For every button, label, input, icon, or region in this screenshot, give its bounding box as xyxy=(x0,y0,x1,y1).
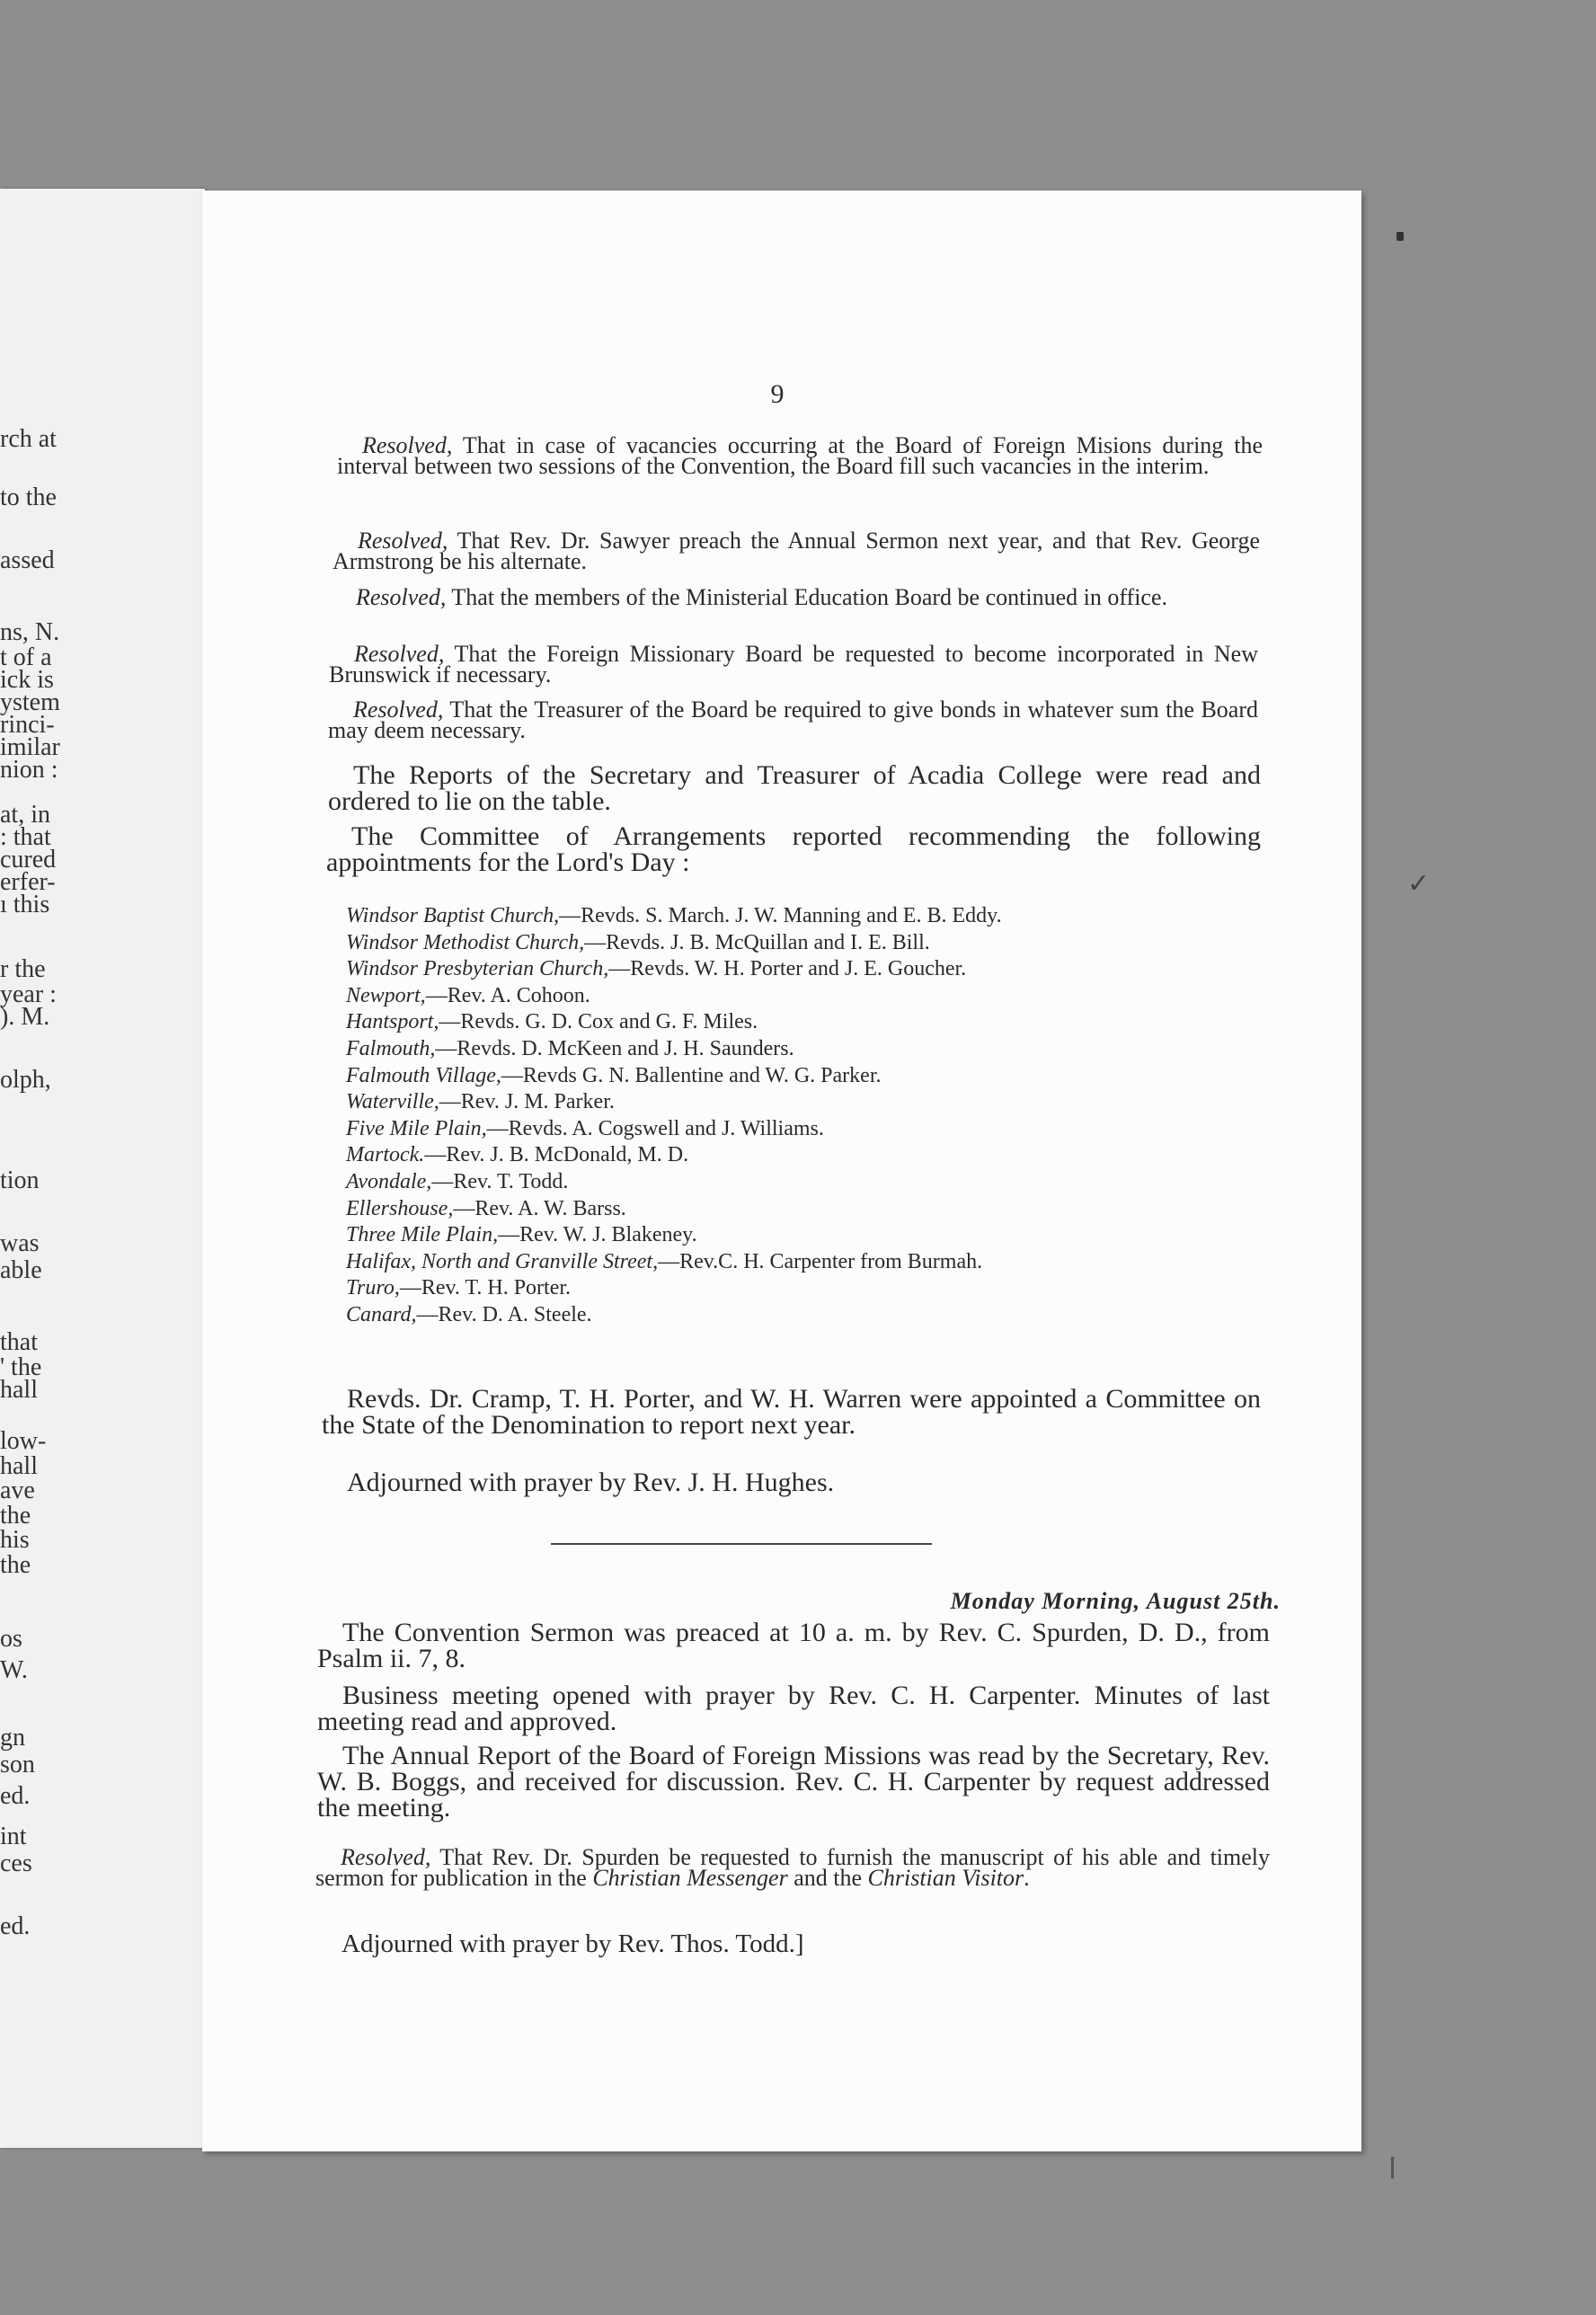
facing-page-text-fragment: that xyxy=(0,1328,38,1356)
facing-page-text-fragment: was xyxy=(0,1229,40,1257)
facing-page-text-fragment: t of a xyxy=(0,643,52,671)
appointment-place: Martock. xyxy=(346,1143,425,1167)
appointment-place: Ellershouse, xyxy=(346,1196,454,1220)
appointment-place: Newport, xyxy=(346,983,426,1007)
appointment-item xyxy=(346,1169,1263,1196)
facing-page-text-fragment: gn xyxy=(0,1724,25,1752)
appointment-place: Truro, xyxy=(346,1276,400,1300)
facing-page-text-fragment: ystem xyxy=(0,688,60,716)
state-committee-paragraph: Revds. Dr. Cramp, T. H. Porter, and W. H. Warren were appointed a Committee on the State of the Denomination to report next year. xyxy=(322,1384,1261,1440)
appointment-names: —Revds. D. McKeen and J. H. Saunders. xyxy=(435,1036,794,1060)
facing-page-text-fragment: r the xyxy=(0,955,46,983)
pencil-tick-mark: ✓ xyxy=(1407,869,1431,899)
facing-page-text-fragment: int xyxy=(0,1823,27,1850)
page-number: 9 xyxy=(770,379,785,409)
ink-stroke xyxy=(1391,2157,1394,2178)
committee-paragraph: The Committee of Arrangements reported recommending the following appointments for the Lord's Day : xyxy=(326,821,1261,877)
annual-report-paragraph: The Annual Report of the Board of Foreign Missions was read by the Secretary, Rev. W. B. Boggs, and received for discussion. Rev. C. H. Carpenter by request addressed the meeting. xyxy=(317,1741,1270,1823)
facing-page-text-fragment: olph, xyxy=(0,1066,51,1094)
facing-page-text-fragment: ed. xyxy=(0,1912,31,1940)
appointment-names: —Rev.C. H. Carpenter from Burmah. xyxy=(658,1249,983,1273)
appointment-names: —Revds. S. March. J. W. Manning and E. B. Eddy. xyxy=(559,904,1002,927)
appointment-item xyxy=(346,1302,1263,1329)
appointment-names: —Revds. G. D. Cox and G. F. Miles. xyxy=(439,1010,758,1034)
business-paragraph: Business meeting opened with prayer by Rev. C. H. Carpenter. Minutes of last meeting read and approved. xyxy=(317,1681,1270,1736)
appointment-item xyxy=(346,983,1263,1010)
appointment-names: —Rev. J. B. McDonald, M. D. xyxy=(424,1143,689,1167)
facing-page-text-fragment: ). M. xyxy=(0,1003,50,1031)
facing-page-text-fragment: os xyxy=(0,1625,22,1653)
resolution-education-board: Resolved, That the members of the Ministerial Education Board be continued in office. xyxy=(356,584,1167,610)
reports-paragraph: The Reports of the Secretary and Treasurer of Acadia College were read and ordered to lie on the table. xyxy=(328,760,1261,816)
appointment-names: —Rev. W. J. Blakeney. xyxy=(498,1223,697,1247)
appointment-place: Three Mile Plain, xyxy=(346,1223,499,1247)
facing-page-text-fragment: able xyxy=(0,1256,42,1284)
facing-page-text-fragment: nion : xyxy=(0,756,58,784)
document-page xyxy=(202,191,1361,2151)
appointment-place: Hantsport, xyxy=(346,1010,439,1034)
facing-page-text-fragment: son xyxy=(0,1751,35,1778)
facing-page-text-fragment: the xyxy=(0,1551,31,1579)
facing-page-text-fragment: assed xyxy=(0,546,55,574)
appointment-item xyxy=(346,1063,1263,1090)
appointment-names: —Revds. W. H. Porter and J. E. Goucher. xyxy=(608,957,967,981)
facing-page-text-fragment: imilar xyxy=(0,733,60,761)
resolution-spurden-manuscript: Resolved, That Rev. Dr. Spurden be requested to furnish the manuscript of his able and timely sermon for publication in the Christian Messenger and the Christian Visitor. xyxy=(315,1844,1270,1891)
facing-page-text-fragment: to the xyxy=(0,483,57,511)
facing-page-text-fragment: year : xyxy=(0,980,57,1008)
resolution-vacancies: Resolved, That in case of vacancies occurring at the Board of Foreign Misions during the interval between two sessions of the Convention, the Board fill such vacancies in the interim. xyxy=(337,432,1263,479)
appointment-place: Canard, xyxy=(346,1302,417,1326)
appointment-item xyxy=(346,1009,1263,1036)
facing-page-text-fragment: the xyxy=(0,1502,31,1530)
appointment-item xyxy=(346,1089,1263,1116)
appointment-names: —Rev. T. H. Porter. xyxy=(399,1276,572,1300)
section-divider xyxy=(551,1543,932,1545)
appointment-place: Windsor Presbyterian Church, xyxy=(346,957,609,981)
appointment-names: —Revds. J. B. McQuillan and I. E. Bill. xyxy=(584,930,930,954)
appointment-item xyxy=(346,930,1263,957)
resolution-treasurer-bonds: Resolved, That the Treasurer of the Board be required to give bonds in whatever sum the Board may deem necessary. xyxy=(328,696,1258,743)
appointment-item xyxy=(346,903,1263,930)
facing-page-fragment xyxy=(0,189,205,2148)
appointment-names: —Rev. A. W. Barss. xyxy=(453,1196,626,1220)
resolution-annual-sermon: Resolved, That Rev. Dr. Sawyer preach the Annual Sermon next year, and that Rev. George Armstrong be his alternate. xyxy=(332,528,1260,574)
appointment-names: —Rev. D. A. Steele. xyxy=(416,1302,592,1326)
appointment-place: Five Mile Plain, xyxy=(346,1116,487,1140)
appointments-list xyxy=(346,903,1263,1329)
facing-page-text-fragment: ave xyxy=(0,1477,35,1504)
appointment-names: —Rev. J. M. Parker. xyxy=(439,1090,615,1114)
facing-page-text-fragment: hall xyxy=(0,1376,38,1404)
facing-page-text-fragment: ed. xyxy=(0,1782,31,1810)
appointment-place: Windsor Baptist Church, xyxy=(346,904,560,927)
facing-page-text-fragment: at, in xyxy=(0,801,50,829)
appointment-item xyxy=(346,1116,1263,1143)
facing-page-text-fragment: ' the xyxy=(0,1353,42,1381)
facing-page-text-fragment: ces xyxy=(0,1849,32,1877)
facing-page-text-fragment: ick is xyxy=(0,666,54,694)
facing-page-text-fragment: tion xyxy=(0,1166,40,1194)
appointment-item xyxy=(346,956,1263,983)
facing-page-text-fragment: erfer- xyxy=(0,868,56,896)
appointment-names: —Revds G. N. Ballentine and W. G. Parker. xyxy=(501,1063,882,1087)
sermon-paragraph: The Convention Sermon was preaced at 10 a. m. by Rev. C. Spurden, D. D., from Psalm ii. 7, 8. xyxy=(317,1618,1270,1673)
facing-page-text-fragment: W. xyxy=(0,1656,28,1684)
facing-page-text-fragment: ns, N. xyxy=(0,618,60,646)
facing-page-text-fragment: rch at xyxy=(0,425,57,453)
facing-page-text-fragment: : that xyxy=(0,823,51,851)
appointment-place: Avondale, xyxy=(346,1169,432,1193)
facing-page-text-fragment: ı this xyxy=(0,891,50,918)
facing-page-text-fragment: low- xyxy=(0,1427,47,1455)
appointment-place: Windsor Methodist Church, xyxy=(346,930,585,954)
resolution-incorporation: Resolved, That the Foreign Missionary Board be requested to become incorporated in New Brunswick if necessary. xyxy=(329,641,1258,687)
date-heading: Monday Morning, August 25th. xyxy=(950,1588,1281,1614)
appointment-item xyxy=(346,1249,1263,1276)
appointment-item xyxy=(346,1275,1263,1302)
appointment-names: —Rev. A. Cohoon. xyxy=(425,983,590,1007)
facing-page-text-fragment: rinci- xyxy=(0,711,55,739)
appointment-place: Waterville, xyxy=(346,1090,439,1114)
appointment-names: —Rev. T. Todd. xyxy=(431,1169,569,1193)
ink-speck xyxy=(1396,232,1404,241)
appointment-names: —Revds. A. Cogswell and J. Williams. xyxy=(486,1116,824,1140)
adjourned-todd: Adjourned with prayer by Rev. Thos. Todd.] xyxy=(341,1929,804,1958)
appointment-item xyxy=(346,1196,1263,1223)
appointment-item xyxy=(346,1142,1263,1169)
facing-page-text-fragment: cured xyxy=(0,846,57,874)
appointment-place: Falmouth, xyxy=(346,1036,436,1060)
facing-page-text-fragment: hall xyxy=(0,1452,38,1480)
appointment-place: Falmouth Village, xyxy=(346,1063,501,1087)
facing-page-text-fragment: his xyxy=(0,1526,30,1554)
adjourned-hughes: Adjourned with prayer by Rev. J. H. Hughes. xyxy=(347,1468,835,1497)
appointment-item xyxy=(346,1222,1263,1249)
appointment-place: Halifax, North and Granville Street, xyxy=(346,1249,659,1273)
appointment-item xyxy=(346,1036,1263,1063)
